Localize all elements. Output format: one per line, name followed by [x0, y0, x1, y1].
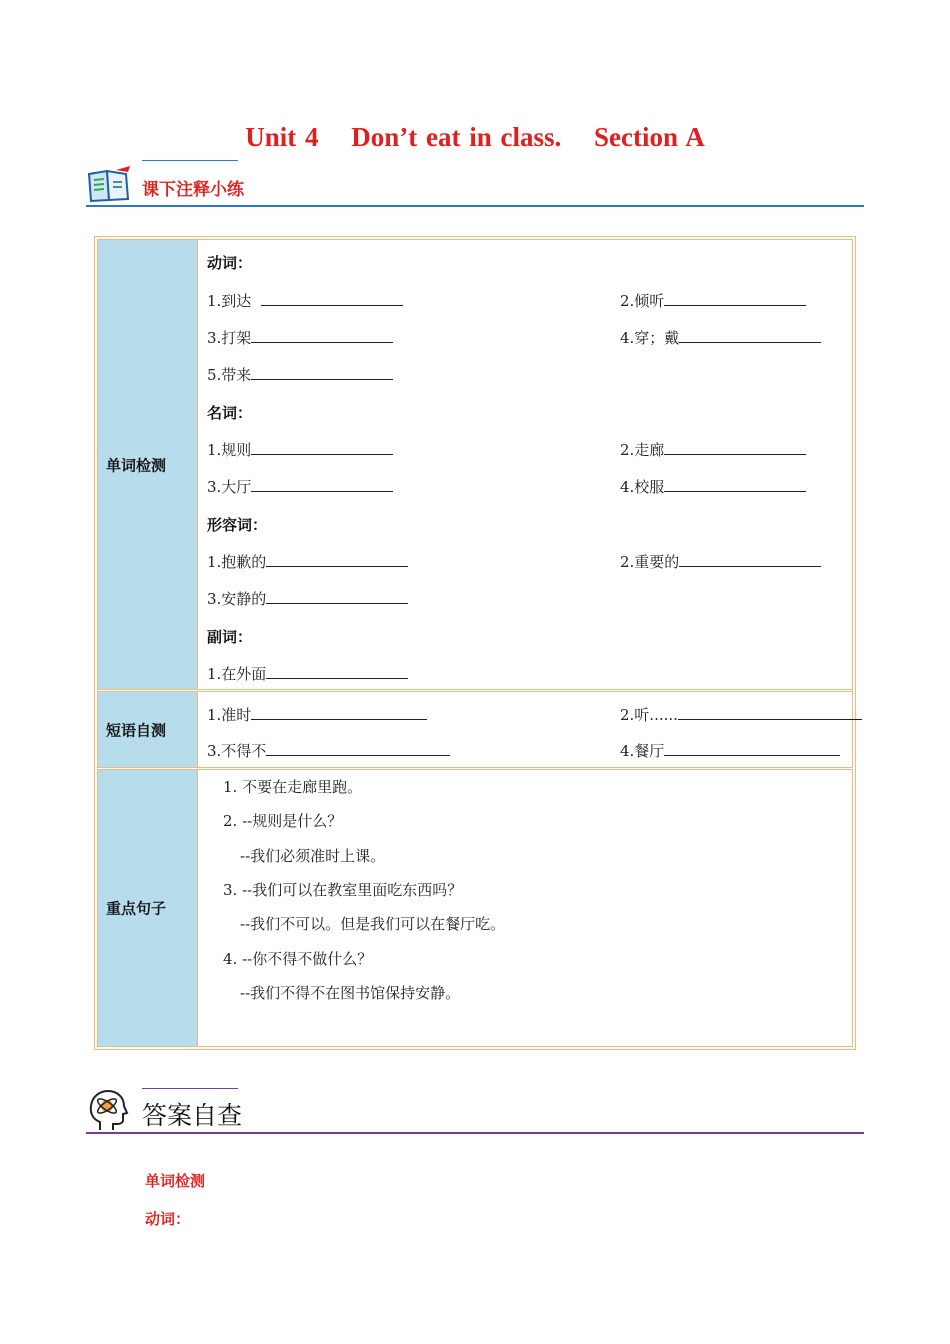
list-item: 5.带来 [207, 364, 393, 385]
row-header-cell [98, 240, 198, 689]
answer-blank[interactable] [266, 552, 408, 567]
list-item: 1.规则 [207, 439, 393, 460]
category-label: 动词： [207, 254, 253, 272]
answer-blank[interactable] [251, 365, 393, 380]
list-item: 1.在外面 [207, 663, 408, 684]
row-header-cell [98, 692, 198, 767]
table-row-phrases [97, 691, 853, 768]
answer-blank[interactable] [261, 291, 403, 306]
answer-blank[interactable] [251, 440, 393, 455]
category-label: 形容词： [207, 516, 268, 534]
answer-blank[interactable] [266, 664, 408, 679]
page-title [0, 122, 950, 153]
answer-blank[interactable] [664, 440, 806, 455]
list-item: 4.校服 [620, 476, 806, 497]
list-item: 3.大厅 [207, 476, 393, 497]
list-item: 2.倾听 [620, 290, 806, 311]
row-header: 重点句子 [106, 899, 167, 918]
list-item: 2.听...... [620, 704, 862, 725]
section-label: 课下注释小练 [142, 180, 244, 200]
category-label: 副词： [207, 628, 253, 646]
answer-blank[interactable] [678, 705, 862, 720]
list-item: 3.安静的 [207, 588, 408, 609]
row-content [198, 240, 852, 689]
answer-category-label: 动词： [145, 1210, 191, 1228]
sentence-line: --我们不可以。但是我们可以在餐厅吃。 [240, 915, 506, 933]
answer-blank[interactable] [664, 741, 840, 756]
sentence-line: --我们必须准时上课。 [240, 847, 386, 865]
sentence-line: 1. 不要在走廊里跑。 [223, 778, 363, 796]
list-item: 2.走廊 [620, 439, 806, 460]
section-header-practice [86, 160, 864, 208]
answer-blank[interactable] [266, 741, 450, 756]
head-idea-icon [86, 1088, 130, 1132]
header-divider [86, 1132, 864, 1134]
row-header-cell [98, 770, 198, 1046]
answer-blank[interactable] [679, 328, 821, 343]
title-lesson: Don’t eat in class. [351, 122, 562, 152]
answer-blank[interactable] [251, 328, 393, 343]
row-header: 短语自测 [106, 721, 167, 739]
list-item: 1.准时 [207, 704, 427, 725]
category-label: 名词： [207, 404, 253, 422]
list-item: 1.抱歉的 [207, 551, 408, 572]
section-label: 答案自查 [142, 1101, 243, 1130]
title-section: Section A [594, 122, 705, 152]
row-content [198, 692, 852, 767]
answer-blank[interactable] [664, 477, 806, 492]
sentence-line: --我们不得不在图书馆保持安静。 [240, 984, 461, 1002]
sentence-line: 3. --我们可以在教室里面吃东西吗？ [223, 881, 463, 899]
header-divider [86, 205, 864, 207]
sentence-line: 4. --你不得不做什么？ [223, 950, 373, 968]
table-row-words [97, 239, 853, 690]
list-item: 3.不得不 [207, 740, 450, 761]
exercise-table [94, 236, 856, 1050]
table-row-sentences [97, 769, 853, 1047]
sentence-line: 2. --规则是什么？ [223, 812, 343, 830]
answer-blank[interactable] [266, 589, 408, 604]
answer-blank[interactable] [664, 291, 806, 306]
header-accent-line [142, 160, 238, 161]
answer-blank[interactable] [251, 477, 393, 492]
section-header-answers [86, 1088, 864, 1136]
answer-section-heading: 单词检测 [145, 1172, 206, 1190]
answer-blank[interactable] [679, 552, 821, 567]
row-header: 单词检测 [106, 456, 167, 474]
header-accent-line [142, 1088, 238, 1089]
answer-blank[interactable] [251, 705, 427, 720]
list-item: 3.打架 [207, 327, 393, 348]
list-item: 1.到达 [207, 290, 403, 311]
book-icon [86, 166, 132, 204]
title-unit: Unit 4 [245, 122, 319, 152]
row-content [198, 770, 852, 1046]
list-item: 4.餐厅 [620, 740, 840, 761]
list-item: 2.重要的 [620, 551, 821, 572]
list-item: 4.穿；戴 [620, 327, 821, 348]
